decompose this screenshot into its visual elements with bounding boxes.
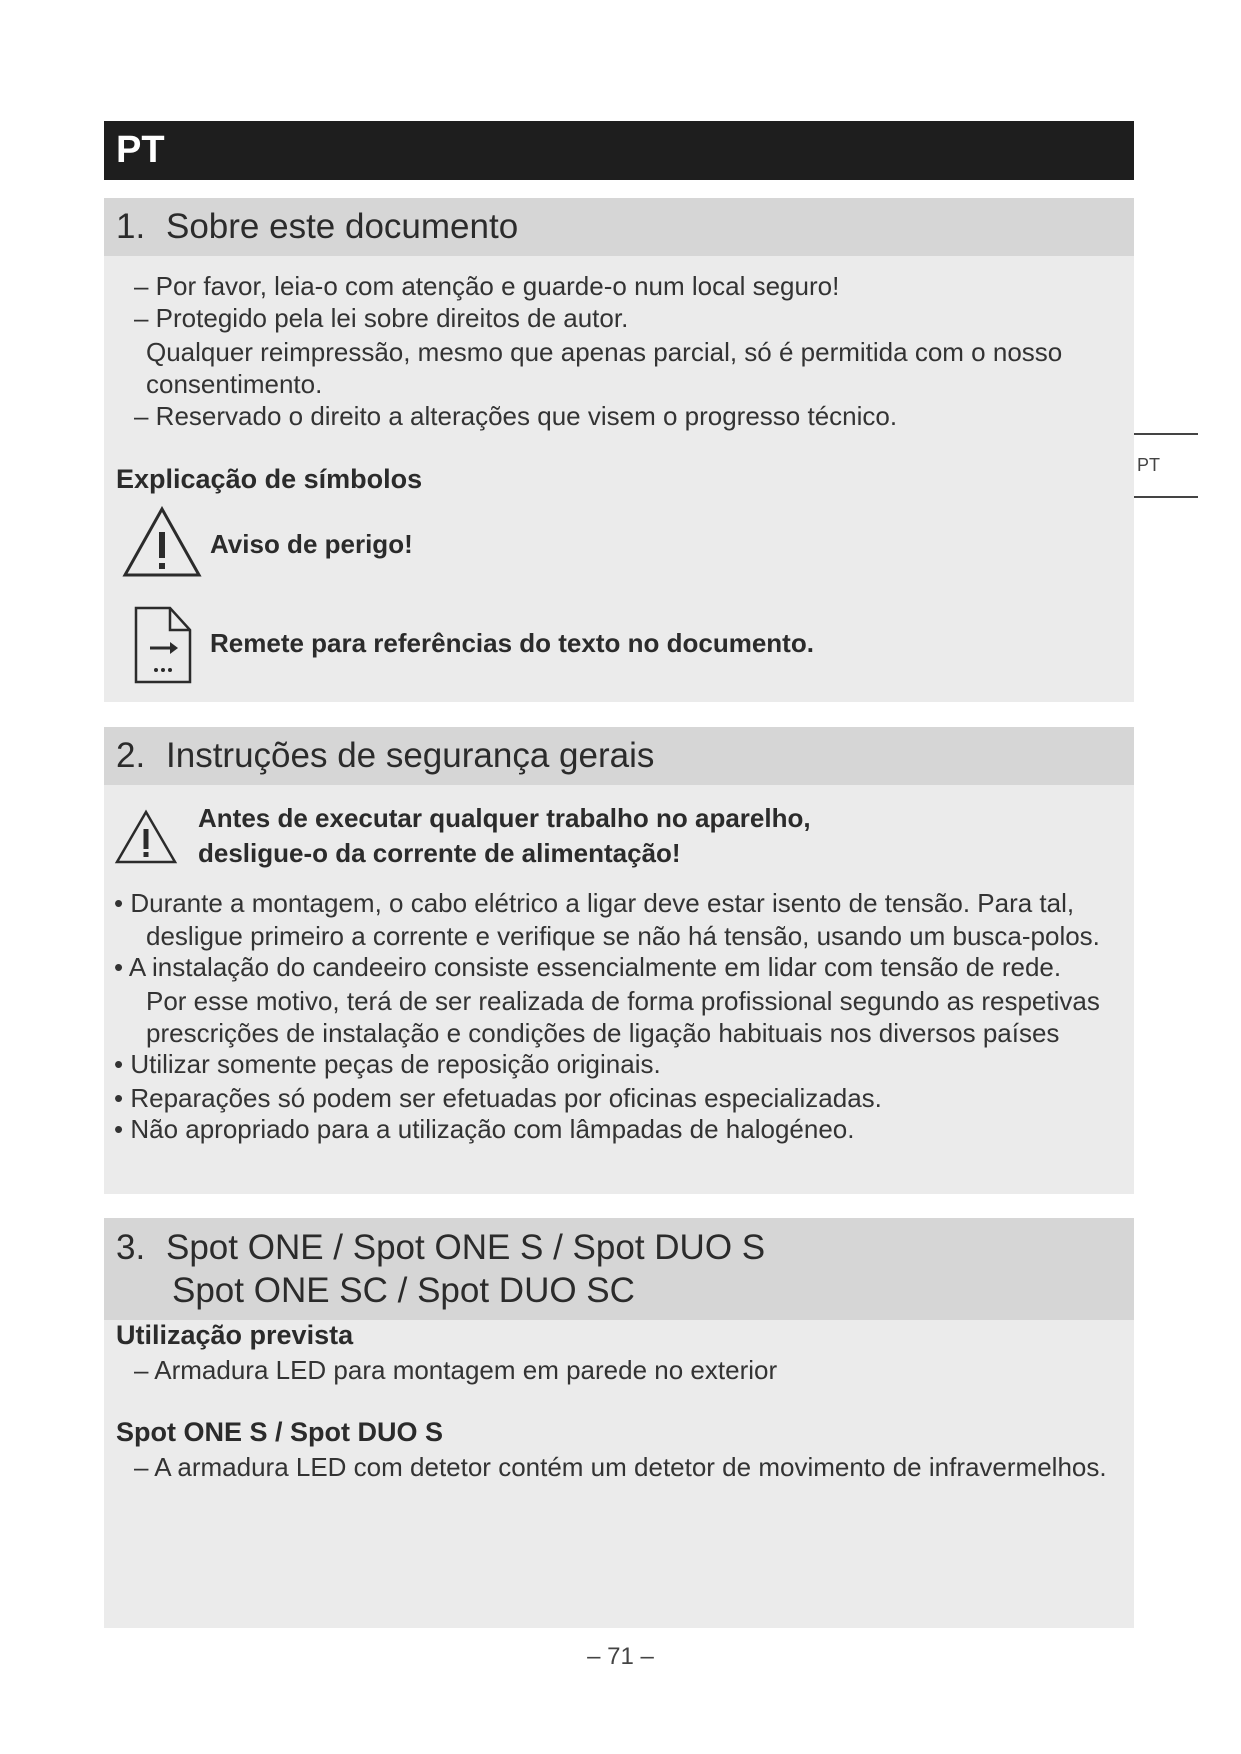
side-tab-label: PT (1137, 455, 1161, 475)
section-title-line-2: Spot ONE SC / Spot DUO SC (172, 1271, 635, 1310)
bullet-continuation: Por esse motivo, terá de ser realizada de forma profissional segundo as respetivas (146, 986, 1100, 1016)
bullet-item: • Não apropriado para a utilização com lâmpadas de halogéneo. (114, 1114, 855, 1144)
sensor-model-text: – A armadura LED com detetor contém um detetor de movimento de infravermelhos. (134, 1452, 1107, 1482)
list-item-continuation: Qualquer reimpressão, mesmo que apenas parcial, só é permitida com o nosso (146, 337, 1063, 367)
bullet-item: • Reparações só podem ser efetuadas por oficinas especializadas. (114, 1083, 882, 1113)
list-item-continuation: consentimento. (146, 369, 323, 399)
bullet-item: • A instalação do candeeiro consiste essencialmente em lidar com tensão de rede. (114, 952, 1062, 982)
section-title: Instruções de segurança gerais (166, 736, 655, 775)
section-number: 1. (116, 207, 146, 246)
side-tab-bottom-line (1134, 496, 1198, 498)
reference-symbol-label: Remete para referências do texto no documento. (210, 628, 814, 658)
bullet-item: • Utilizar somente peças de reposição originais. (114, 1049, 661, 1079)
section-number: 2. (116, 736, 146, 775)
bullet-continuation: desligue primeiro a corrente e verifique se não há tensão, usando um busca-polos. (146, 921, 1100, 951)
list-item: – Reservado o direito a alterações que visem o progresso técnico. (134, 401, 898, 431)
side-tab-top-line (1134, 433, 1198, 435)
section-title-line: Spot ONE / Spot ONE S / Spot DUO S (166, 1228, 766, 1267)
document-reference-icon (134, 606, 194, 684)
language-header: PT (104, 121, 1134, 180)
symbols-heading: Explicação de símbolos (116, 464, 423, 494)
section-safety-instructions (104, 727, 1134, 1194)
warning-triangle-icon (122, 506, 202, 578)
page-number: – 71 – (587, 1643, 654, 1670)
sensor-model-heading: Spot ONE S / Spot DUO S (116, 1417, 444, 1447)
intended-use-heading: Utilização prevista (116, 1320, 354, 1350)
list-item: – Protegido pela lei sobre direitos de autor. (134, 303, 629, 333)
section-title: Sobre este documento (166, 207, 519, 246)
bullet-continuation: prescrições de instalação e condições de ligação habituais nos diversos países (146, 1018, 1060, 1048)
section-number: 3. (116, 1228, 146, 1267)
section-heading (104, 198, 1134, 256)
section-heading (104, 1218, 1134, 1320)
list-item: – Por favor, leia-o com atenção e guarde-o num local seguro! (134, 271, 840, 301)
warning-text-line: desligue-o da corrente de alimentação! (198, 838, 681, 868)
intended-use-text: – Armadura LED para montagem em parede no exterior (134, 1355, 778, 1385)
bullet-item: • Durante a montagem, o cabo elétrico a ligar deve estar isento de tensão. Para tal, (114, 888, 1075, 918)
section-heading (104, 727, 1134, 785)
section-about-document (104, 198, 1134, 702)
warning-text-line: Antes de executar qualquer trabalho no aparelho, (198, 803, 811, 833)
section-product (104, 1218, 1134, 1628)
warning-triangle-icon (114, 809, 178, 865)
warning-symbol-label: Aviso de perigo! (210, 529, 413, 559)
